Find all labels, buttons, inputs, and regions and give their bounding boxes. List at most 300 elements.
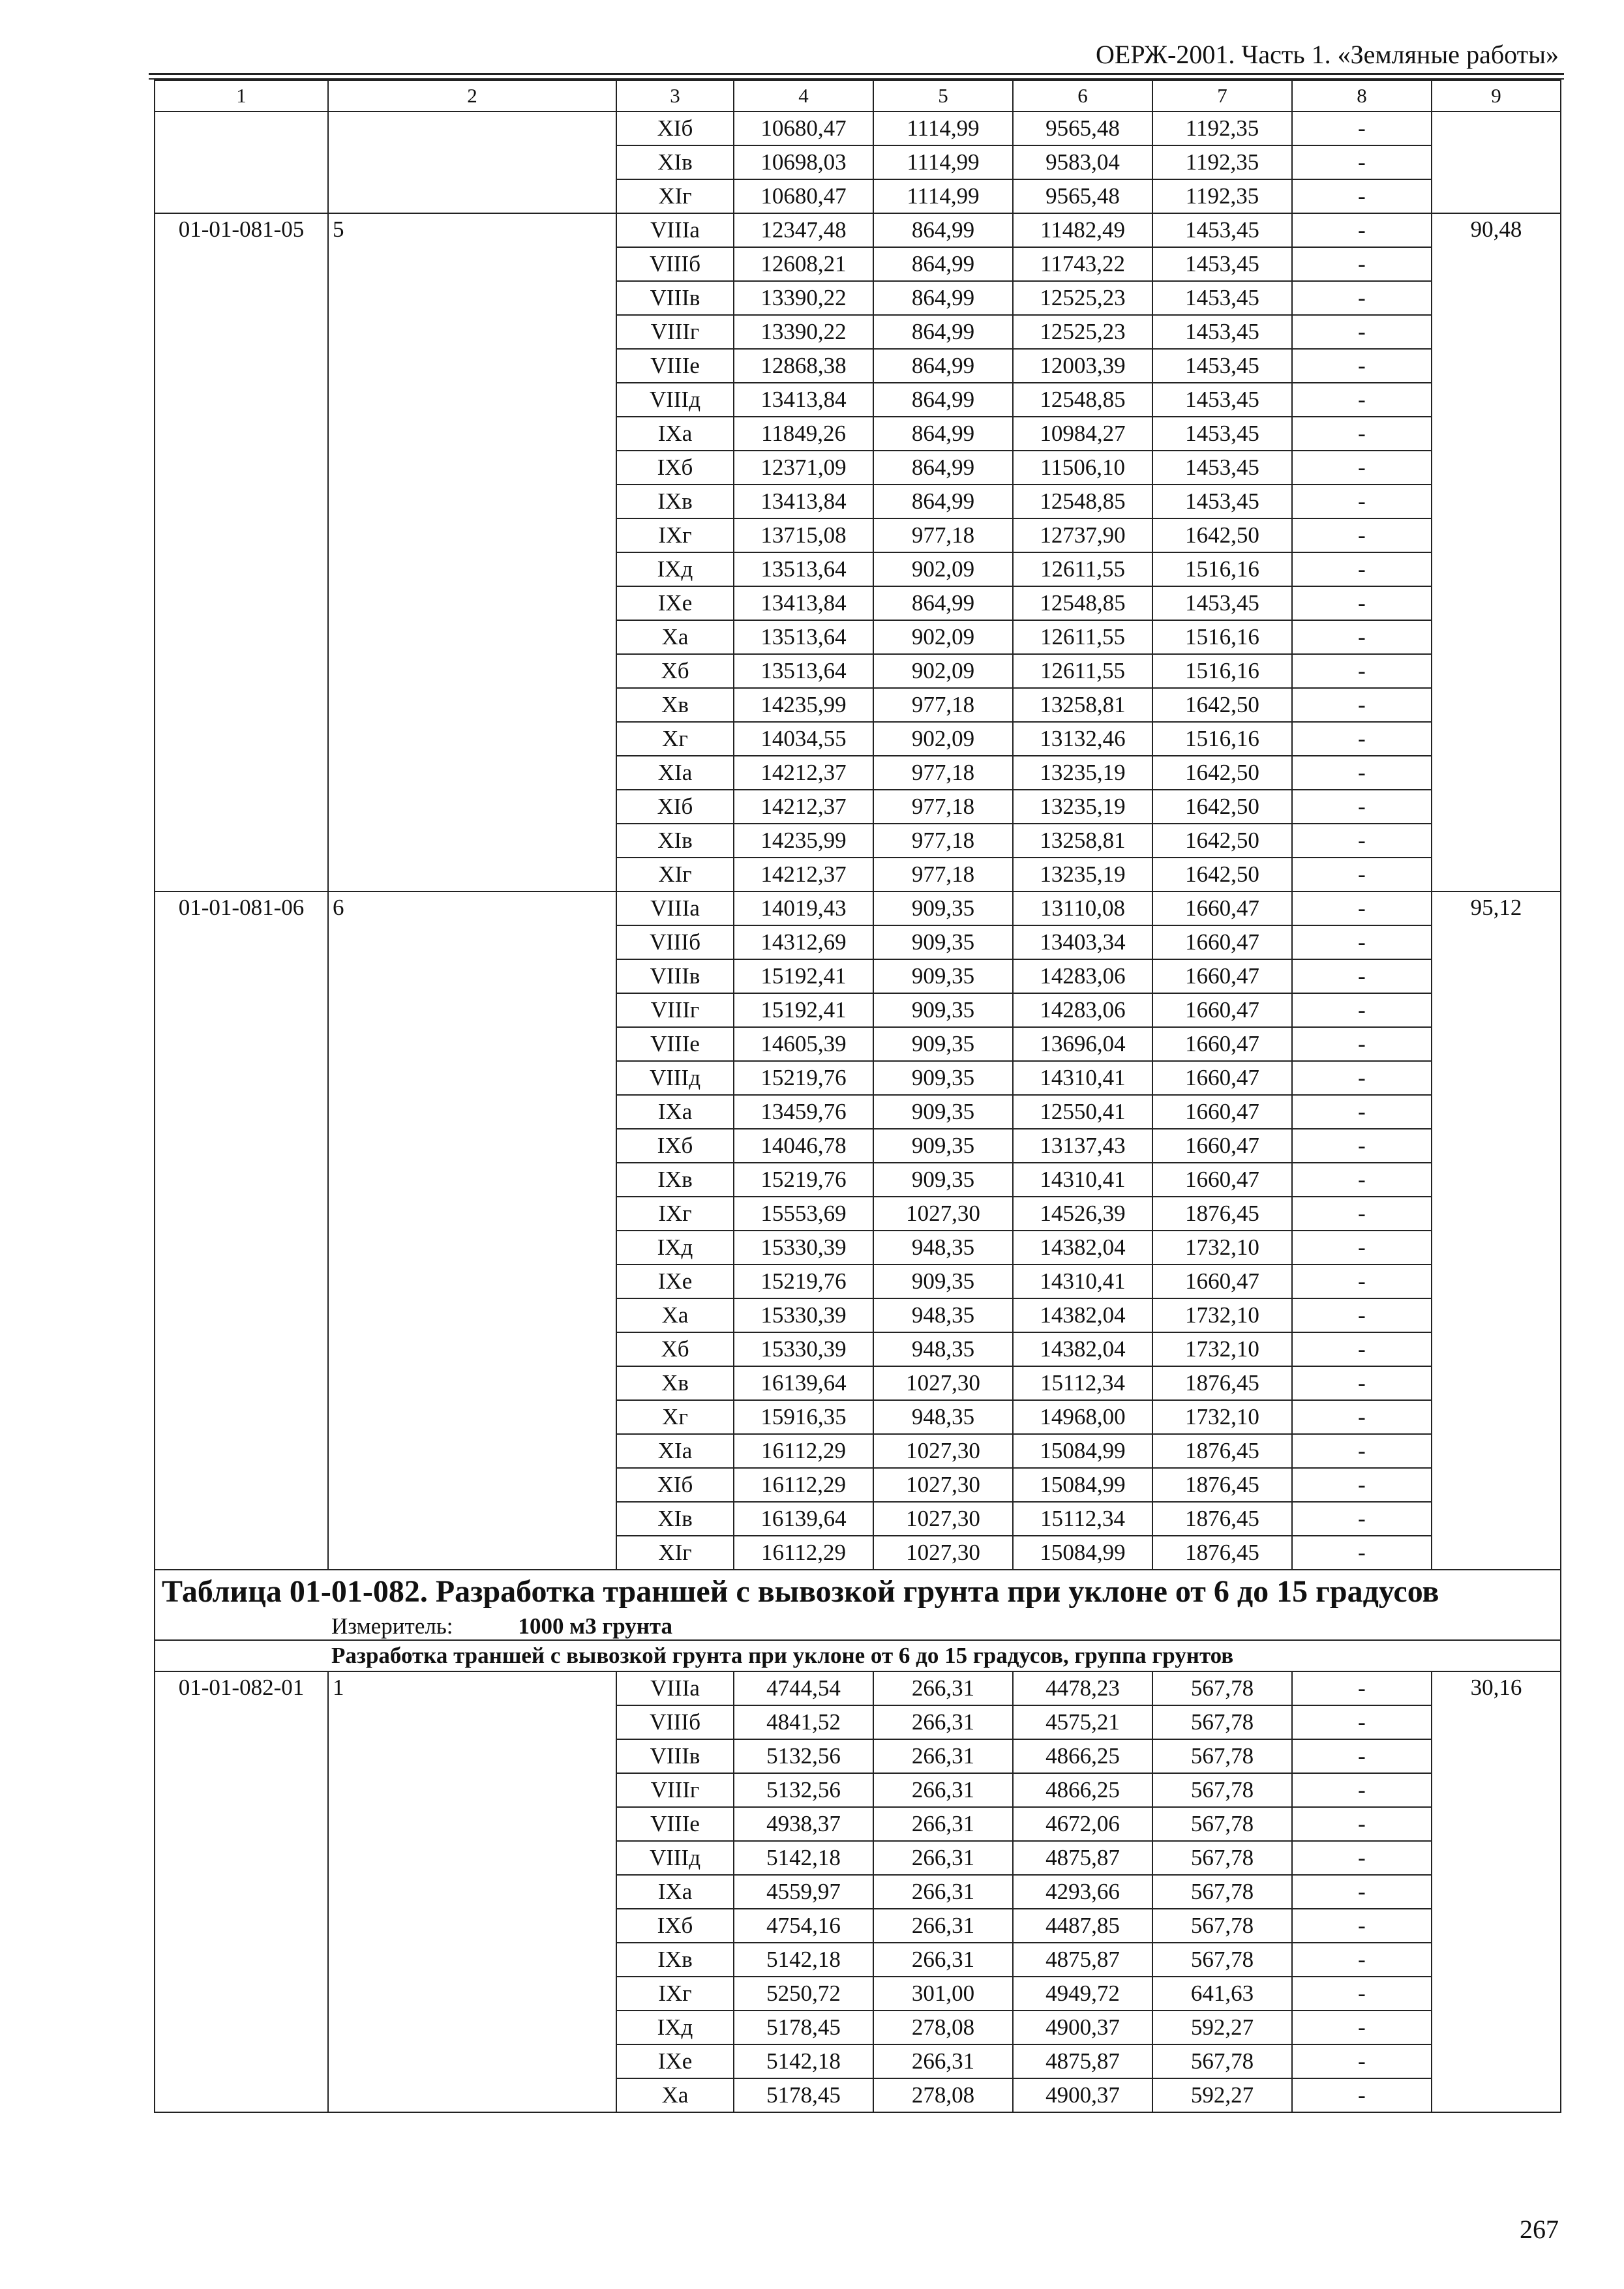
- value-cell: 13258,81: [1013, 688, 1152, 722]
- value-cell: 12608,21: [734, 247, 873, 281]
- value-cell: 1660,47: [1152, 1163, 1292, 1197]
- value-cell: 864,99: [873, 383, 1013, 417]
- soil-group-cell: Xг: [616, 722, 734, 756]
- value-cell: 1876,45: [1152, 1502, 1292, 1536]
- value-cell: 5178,45: [734, 2011, 873, 2044]
- value-cell: 864,99: [873, 451, 1013, 485]
- header-rule: [149, 73, 1564, 75]
- soil-group-cell: Xб: [616, 1332, 734, 1366]
- section-row: [155, 1640, 1561, 1671]
- value-cell: 13390,22: [734, 281, 873, 315]
- value-cell: -: [1292, 1400, 1432, 1434]
- column-number: 7: [1152, 80, 1292, 112]
- labor-cost-cell: 30,16: [1432, 1671, 1561, 2112]
- value-cell: -: [1292, 451, 1432, 485]
- value-cell: 1660,47: [1152, 1264, 1292, 1298]
- value-cell: 13715,08: [734, 518, 873, 552]
- value-cell: 4841,52: [734, 1705, 873, 1739]
- value-cell: 4875,87: [1013, 2044, 1152, 2078]
- value-cell: 4575,21: [1013, 1705, 1152, 1739]
- value-cell: 4949,72: [1013, 1977, 1152, 2011]
- value-cell: 4900,37: [1013, 2078, 1152, 2112]
- table-title-row: [155, 1570, 1561, 1613]
- value-cell: 13235,19: [1013, 790, 1152, 824]
- value-cell: -: [1292, 145, 1432, 179]
- value-cell: -: [1292, 1027, 1432, 1061]
- value-cell: 1660,47: [1152, 1095, 1292, 1129]
- value-cell: 1876,45: [1152, 1197, 1292, 1231]
- labor-cost-cell: 90,48: [1432, 213, 1561, 891]
- value-cell: 1516,16: [1152, 722, 1292, 756]
- value-cell: 1876,45: [1152, 1434, 1292, 1468]
- value-cell: -: [1292, 1163, 1432, 1197]
- value-cell: -: [1292, 1739, 1432, 1773]
- value-cell: 1453,45: [1152, 451, 1292, 485]
- value-cell: 4900,37: [1013, 2011, 1152, 2044]
- soil-group-cell: IXе: [616, 586, 734, 620]
- value-cell: 11506,10: [1013, 451, 1152, 485]
- value-cell: 567,78: [1152, 1671, 1292, 1705]
- value-cell: -: [1292, 247, 1432, 281]
- value-cell: -: [1292, 1298, 1432, 1332]
- soil-group-cell: VIIIг: [616, 993, 734, 1027]
- value-cell: 13413,84: [734, 383, 873, 417]
- value-cell: 1516,16: [1152, 552, 1292, 586]
- rate-code: [155, 112, 328, 213]
- soil-group-cell: IXг: [616, 518, 734, 552]
- value-cell: 12525,23: [1013, 315, 1152, 349]
- value-cell: 13110,08: [1013, 891, 1152, 925]
- value-cell: 14382,04: [1013, 1298, 1152, 1332]
- value-cell: 948,35: [873, 1231, 1013, 1264]
- value-cell: 1660,47: [1152, 993, 1292, 1027]
- value-cell: 567,78: [1152, 1943, 1292, 1977]
- soil-group-cell: VIIIд: [616, 1841, 734, 1875]
- value-cell: 11849,26: [734, 417, 873, 451]
- value-cell: 909,35: [873, 993, 1013, 1027]
- column-number-row: [155, 80, 1561, 112]
- value-cell: 567,78: [1152, 1773, 1292, 1807]
- value-cell: 909,35: [873, 1163, 1013, 1197]
- value-cell: 5132,56: [734, 1739, 873, 1773]
- value-cell: 278,08: [873, 2078, 1013, 2112]
- soil-group-cell: XIа: [616, 1434, 734, 1468]
- value-cell: 12548,85: [1013, 586, 1152, 620]
- value-cell: 1660,47: [1152, 1129, 1292, 1163]
- value-cell: 1453,45: [1152, 586, 1292, 620]
- value-cell: 1660,47: [1152, 959, 1292, 993]
- soil-group-cell: VIIIд: [616, 383, 734, 417]
- value-cell: 567,78: [1152, 1705, 1292, 1739]
- value-cell: 1876,45: [1152, 1536, 1292, 1570]
- value-cell: 13459,76: [734, 1095, 873, 1129]
- value-cell: 4875,87: [1013, 1841, 1152, 1875]
- value-cell: 12737,90: [1013, 518, 1152, 552]
- value-cell: -: [1292, 1502, 1432, 1536]
- value-cell: 1642,50: [1152, 824, 1292, 858]
- column-number: 2: [328, 80, 616, 112]
- value-cell: 902,09: [873, 654, 1013, 688]
- value-cell: 14235,99: [734, 688, 873, 722]
- value-cell: 14526,39: [1013, 1197, 1152, 1231]
- soil-group-cell: Xа: [616, 2078, 734, 2112]
- value-cell: 15330,39: [734, 1231, 873, 1264]
- value-cell: 902,09: [873, 552, 1013, 586]
- rate-number: 6: [328, 891, 616, 1570]
- rate-number: 5: [328, 213, 616, 891]
- value-cell: 4293,66: [1013, 1875, 1152, 1909]
- value-cell: 13696,04: [1013, 1027, 1152, 1061]
- value-cell: 948,35: [873, 1298, 1013, 1332]
- value-cell: 1453,45: [1152, 417, 1292, 451]
- value-cell: 864,99: [873, 586, 1013, 620]
- value-cell: 15330,39: [734, 1298, 873, 1332]
- value-cell: 15084,99: [1013, 1468, 1152, 1502]
- value-cell: 567,78: [1152, 1909, 1292, 1943]
- value-cell: 15916,35: [734, 1400, 873, 1434]
- value-cell: 14034,55: [734, 722, 873, 756]
- value-cell: -: [1292, 925, 1432, 959]
- value-cell: 13235,19: [1013, 756, 1152, 790]
- value-cell: -: [1292, 1705, 1432, 1739]
- value-cell: 1642,50: [1152, 518, 1292, 552]
- value-cell: 11743,22: [1013, 247, 1152, 281]
- value-cell: 4672,06: [1013, 1807, 1152, 1841]
- value-cell: 14283,06: [1013, 993, 1152, 1027]
- value-cell: 266,31: [873, 1773, 1013, 1807]
- value-cell: 15219,76: [734, 1163, 873, 1197]
- value-cell: 9583,04: [1013, 145, 1152, 179]
- soil-group-cell: IXв: [616, 1163, 734, 1197]
- value-cell: 10680,47: [734, 112, 873, 145]
- value-cell: 4754,16: [734, 1909, 873, 1943]
- value-cell: -: [1292, 1468, 1432, 1502]
- value-cell: 5142,18: [734, 1943, 873, 1977]
- column-number: 3: [616, 80, 734, 112]
- value-cell: -: [1292, 1231, 1432, 1264]
- value-cell: -: [1292, 281, 1432, 315]
- value-cell: -: [1292, 1434, 1432, 1468]
- soil-group-cell: IXб: [616, 451, 734, 485]
- value-cell: 16139,64: [734, 1366, 873, 1400]
- value-cell: 592,27: [1152, 2011, 1292, 2044]
- value-cell: 11482,49: [1013, 213, 1152, 247]
- value-cell: 12347,48: [734, 213, 873, 247]
- value-cell: 16112,29: [734, 1434, 873, 1468]
- value-cell: -: [1292, 383, 1432, 417]
- value-cell: 864,99: [873, 281, 1013, 315]
- value-cell: 5178,45: [734, 2078, 873, 2112]
- value-cell: 1660,47: [1152, 925, 1292, 959]
- value-cell: 567,78: [1152, 1841, 1292, 1875]
- soil-group-cell: Xа: [616, 620, 734, 654]
- value-cell: 4744,54: [734, 1671, 873, 1705]
- soil-group-cell: IXа: [616, 417, 734, 451]
- value-cell: 567,78: [1152, 1875, 1292, 1909]
- value-cell: 909,35: [873, 925, 1013, 959]
- value-cell: -: [1292, 1671, 1432, 1705]
- value-cell: 15219,76: [734, 1061, 873, 1095]
- meter-value: 1000 м3 грунта: [518, 1613, 673, 1639]
- value-cell: -: [1292, 2011, 1432, 2044]
- value-cell: 641,63: [1152, 1977, 1292, 2011]
- value-cell: 1516,16: [1152, 654, 1292, 688]
- soil-group-cell: VIIIв: [616, 1739, 734, 1773]
- value-cell: 16112,29: [734, 1536, 873, 1570]
- soil-group-cell: Xв: [616, 1366, 734, 1400]
- value-cell: 1516,16: [1152, 620, 1292, 654]
- value-cell: -: [1292, 1909, 1432, 1943]
- value-cell: -: [1292, 518, 1432, 552]
- value-cell: 1027,30: [873, 1197, 1013, 1231]
- value-cell: 1660,47: [1152, 891, 1292, 925]
- value-cell: 1114,99: [873, 179, 1013, 213]
- value-cell: -: [1292, 315, 1432, 349]
- soil-group-cell: IXб: [616, 1129, 734, 1163]
- soil-group-cell: IXд: [616, 552, 734, 586]
- soil-group-cell: IXг: [616, 1197, 734, 1231]
- value-cell: 16112,29: [734, 1468, 873, 1502]
- value-cell: 567,78: [1152, 1739, 1292, 1773]
- soil-group-cell: XIв: [616, 145, 734, 179]
- value-cell: 1642,50: [1152, 756, 1292, 790]
- value-cell: 14605,39: [734, 1027, 873, 1061]
- value-cell: 1732,10: [1152, 1231, 1292, 1264]
- value-cell: 864,99: [873, 349, 1013, 383]
- value-cell: 9565,48: [1013, 112, 1152, 145]
- value-cell: 1453,45: [1152, 485, 1292, 518]
- value-cell: 1453,45: [1152, 281, 1292, 315]
- value-cell: -: [1292, 654, 1432, 688]
- value-cell: 948,35: [873, 1400, 1013, 1434]
- value-cell: 5142,18: [734, 1841, 873, 1875]
- value-cell: 10984,27: [1013, 417, 1152, 451]
- soil-group-cell: IXе: [616, 2044, 734, 2078]
- soil-group-cell: VIIIб: [616, 247, 734, 281]
- value-cell: 864,99: [873, 247, 1013, 281]
- value-cell: 14212,37: [734, 790, 873, 824]
- value-cell: 1027,30: [873, 1536, 1013, 1570]
- value-cell: 12868,38: [734, 349, 873, 383]
- labor-cost-cell: [1432, 112, 1561, 213]
- value-cell: 4866,25: [1013, 1739, 1152, 1773]
- soil-group-cell: IXа: [616, 1875, 734, 1909]
- value-cell: -: [1292, 1264, 1432, 1298]
- value-cell: 14019,43: [734, 891, 873, 925]
- value-cell: -: [1292, 993, 1432, 1027]
- rate-code: 01-01-081-06: [155, 891, 328, 1570]
- column-number: 5: [873, 80, 1013, 112]
- value-cell: -: [1292, 485, 1432, 518]
- value-cell: 909,35: [873, 959, 1013, 993]
- value-cell: 4938,37: [734, 1807, 873, 1841]
- value-cell: 909,35: [873, 1095, 1013, 1129]
- value-cell: 12525,23: [1013, 281, 1152, 315]
- soil-group-cell: VIIIе: [616, 349, 734, 383]
- soil-group-cell: VIIIа: [616, 213, 734, 247]
- value-cell: -: [1292, 620, 1432, 654]
- value-cell: 4478,23: [1013, 1671, 1152, 1705]
- value-cell: 902,09: [873, 722, 1013, 756]
- value-cell: 12003,39: [1013, 349, 1152, 383]
- value-cell: -: [1292, 1061, 1432, 1095]
- page-header: ОЕРЖ-2001. Часть 1. «Земляные работы»: [1096, 40, 1559, 69]
- table-row: [155, 1671, 1561, 1705]
- value-cell: 864,99: [873, 417, 1013, 451]
- value-cell: 266,31: [873, 1807, 1013, 1841]
- table-row: [155, 213, 1561, 247]
- value-cell: -: [1292, 891, 1432, 925]
- value-cell: 1192,35: [1152, 145, 1292, 179]
- soil-group-cell: VIIIб: [616, 1705, 734, 1739]
- value-cell: -: [1292, 756, 1432, 790]
- soil-group-cell: VIIIа: [616, 891, 734, 925]
- meter: [155, 1613, 1561, 1640]
- value-cell: 12611,55: [1013, 620, 1152, 654]
- value-cell: -: [1292, 586, 1432, 620]
- soil-group-cell: Xа: [616, 1298, 734, 1332]
- value-cell: 266,31: [873, 1909, 1013, 1943]
- value-cell: 4866,25: [1013, 1773, 1152, 1807]
- value-cell: -: [1292, 1129, 1432, 1163]
- rate-code: 01-01-082-01: [155, 1671, 328, 2112]
- value-cell: 14212,37: [734, 858, 873, 891]
- rate-number: 1: [328, 1671, 616, 2112]
- value-cell: 1876,45: [1152, 1468, 1292, 1502]
- column-number: 1: [155, 80, 328, 112]
- value-cell: 278,08: [873, 2011, 1013, 2044]
- value-cell: 266,31: [873, 1841, 1013, 1875]
- value-cell: 13513,64: [734, 654, 873, 688]
- soil-group-cell: XIб: [616, 790, 734, 824]
- value-cell: 1660,47: [1152, 1027, 1292, 1061]
- soil-group-cell: IXд: [616, 1231, 734, 1264]
- value-cell: 301,00: [873, 1977, 1013, 2011]
- soil-group-cell: XIв: [616, 1502, 734, 1536]
- value-cell: 567,78: [1152, 2044, 1292, 2078]
- value-cell: -: [1292, 959, 1432, 993]
- value-cell: 909,35: [873, 1129, 1013, 1163]
- table-title: Таблица 01-01-082. Разработка траншей с вывозкой грунта при уклоне от 6 до 15 градусов: [155, 1570, 1561, 1613]
- column-number: 8: [1292, 80, 1432, 112]
- value-cell: 12611,55: [1013, 552, 1152, 586]
- value-cell: 1642,50: [1152, 790, 1292, 824]
- soil-group-cell: XIа: [616, 756, 734, 790]
- soil-group-cell: IXб: [616, 1909, 734, 1943]
- value-cell: 15084,99: [1013, 1536, 1152, 1570]
- soil-group-cell: XIб: [616, 112, 734, 145]
- value-cell: 13258,81: [1013, 824, 1152, 858]
- value-cell: 1876,45: [1152, 1366, 1292, 1400]
- value-cell: 13132,46: [1013, 722, 1152, 756]
- value-cell: 1453,45: [1152, 349, 1292, 383]
- value-cell: 1027,30: [873, 1468, 1013, 1502]
- value-cell: 977,18: [873, 518, 1013, 552]
- value-cell: 12550,41: [1013, 1095, 1152, 1129]
- value-cell: -: [1292, 2078, 1432, 2112]
- value-cell: 1453,45: [1152, 213, 1292, 247]
- value-cell: 1114,99: [873, 145, 1013, 179]
- soil-group-cell: IXе: [616, 1264, 734, 1298]
- value-cell: 1732,10: [1152, 1298, 1292, 1332]
- labor-cost-cell: 95,12: [1432, 891, 1561, 1570]
- value-cell: 5250,72: [734, 1977, 873, 2011]
- value-cell: 1453,45: [1152, 315, 1292, 349]
- value-cell: 4875,87: [1013, 1943, 1152, 1977]
- value-cell: 1660,47: [1152, 1061, 1292, 1095]
- value-cell: 14382,04: [1013, 1231, 1152, 1264]
- value-cell: 1027,30: [873, 1502, 1013, 1536]
- value-cell: 948,35: [873, 1332, 1013, 1366]
- value-cell: 864,99: [873, 213, 1013, 247]
- value-cell: -: [1292, 1095, 1432, 1129]
- value-cell: 864,99: [873, 485, 1013, 518]
- table-row: [155, 891, 1561, 925]
- value-cell: 15192,41: [734, 959, 873, 993]
- soil-group-cell: Xв: [616, 688, 734, 722]
- value-cell: -: [1292, 1977, 1432, 2011]
- value-cell: 14968,00: [1013, 1400, 1152, 1434]
- rate-code: 01-01-081-05: [155, 213, 328, 891]
- value-cell: 13137,43: [1013, 1129, 1152, 1163]
- value-cell: 592,27: [1152, 2078, 1292, 2112]
- value-cell: 1642,50: [1152, 858, 1292, 891]
- value-cell: -: [1292, 1536, 1432, 1570]
- soil-group-cell: Xг: [616, 1400, 734, 1434]
- value-cell: 12548,85: [1013, 383, 1152, 417]
- value-cell: -: [1292, 213, 1432, 247]
- value-cell: 977,18: [873, 790, 1013, 824]
- value-cell: 1192,35: [1152, 112, 1292, 145]
- value-cell: 1642,50: [1152, 688, 1292, 722]
- value-cell: 15553,69: [734, 1197, 873, 1231]
- value-cell: -: [1292, 1943, 1432, 1977]
- value-cell: -: [1292, 858, 1432, 891]
- value-cell: 15192,41: [734, 993, 873, 1027]
- value-cell: -: [1292, 2044, 1432, 2078]
- value-cell: 12371,09: [734, 451, 873, 485]
- rate-number: [328, 112, 616, 213]
- soil-group-cell: IXд: [616, 2011, 734, 2044]
- value-cell: -: [1292, 1366, 1432, 1400]
- soil-group-cell: VIIIв: [616, 281, 734, 315]
- value-cell: 1192,35: [1152, 179, 1292, 213]
- value-cell: 14283,06: [1013, 959, 1152, 993]
- value-cell: 13235,19: [1013, 858, 1152, 891]
- value-cell: 1027,30: [873, 1366, 1013, 1400]
- section-heading: Разработка траншей с вывозкой грунта при уклоне от 6 до 15 градусов, группа грунтов: [155, 1640, 1561, 1671]
- value-cell: 4487,85: [1013, 1909, 1152, 1943]
- value-cell: 4559,97: [734, 1875, 873, 1909]
- value-cell: 266,31: [873, 1739, 1013, 1773]
- value-cell: -: [1292, 1841, 1432, 1875]
- soil-group-cell: VIIIг: [616, 315, 734, 349]
- page-number: 267: [1520, 2215, 1559, 2244]
- value-cell: 14046,78: [734, 1129, 873, 1163]
- value-cell: 13513,64: [734, 620, 873, 654]
- value-cell: 909,35: [873, 1027, 1013, 1061]
- value-cell: 977,18: [873, 858, 1013, 891]
- soil-group-cell: XIв: [616, 824, 734, 858]
- value-cell: 14310,41: [1013, 1061, 1152, 1095]
- value-cell: 1453,45: [1152, 383, 1292, 417]
- column-number: 4: [734, 80, 873, 112]
- value-cell: 864,99: [873, 315, 1013, 349]
- soil-group-cell: IXг: [616, 1977, 734, 2011]
- value-cell: 1732,10: [1152, 1400, 1292, 1434]
- soil-group-cell: VIIIд: [616, 1061, 734, 1095]
- value-cell: 909,35: [873, 1061, 1013, 1095]
